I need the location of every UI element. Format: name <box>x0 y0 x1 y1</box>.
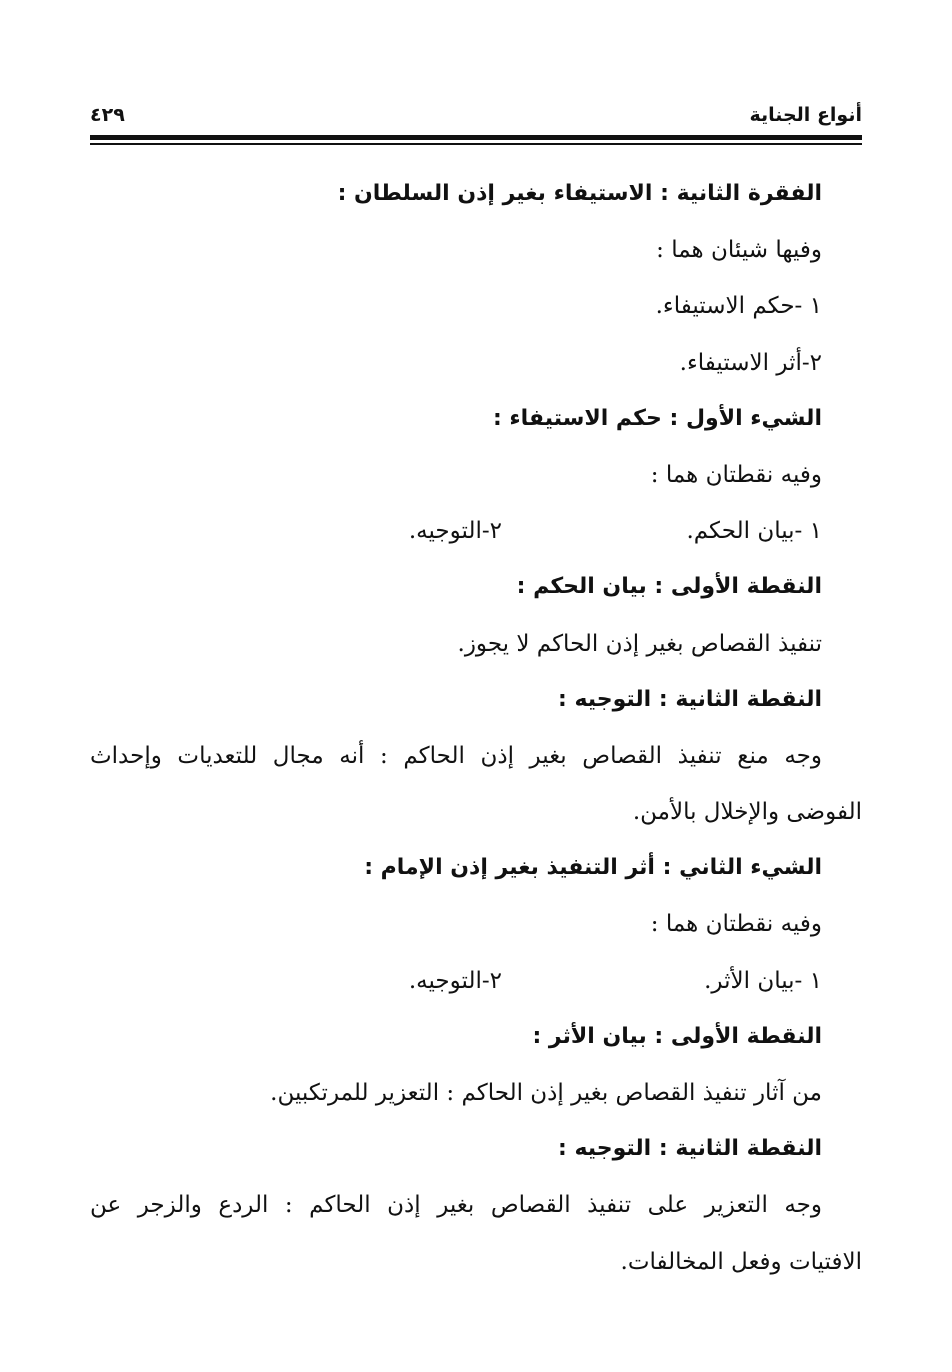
point-heading: النقطة الأولى : بيان الأثر : <box>532 1023 822 1049</box>
page-number: ٤٢٩ <box>90 104 125 126</box>
header-rule-thin <box>90 143 862 145</box>
point-heading: النقطة الثانية : التوجيه : <box>558 686 822 712</box>
point-heading: النقطة الأولى : بيان الحكم : <box>516 574 822 600</box>
paragraph-line: وجه منع تنفيذ القصاص بغير إذن الحاكم : أنه مجال للتعديات وإحداث <box>90 742 822 769</box>
paragraph-line: وفيه نقطتان هما : <box>650 461 822 488</box>
section-heading: الفقرة الثانية : الاستيفاء بغير إذن السلطان : <box>337 181 822 206</box>
paragraph-line: وفيه نقطتان هما : <box>650 911 822 938</box>
paragraph-line: تنفيذ القصاص بغير إذن الحاكم لا يجوز. <box>457 630 822 657</box>
running-title: أنواع الجناية <box>749 104 862 126</box>
list-item: ١ -بيان الأثر. <box>704 967 822 994</box>
paragraph-line: وفيها شيئان هما : <box>656 237 822 264</box>
list-item: ١ -بيان الحكم. <box>686 518 822 545</box>
point-heading: النقطة الثانية : التوجيه : <box>558 1136 822 1162</box>
subsection-heading: الشيء الأول : حكم الاستيفاء : <box>492 405 822 431</box>
header-rule-thick <box>90 135 862 140</box>
paragraph-line: وجه التعزير على تنفيذ القصاص بغير إذن الحاكم : الردع والزجر عن <box>90 1192 822 1219</box>
paragraph-continuation: الفوضى والإخلال بالأمن. <box>632 799 862 826</box>
paragraph-line: من آثار تنفيذ القصاص بغير إذن الحاكم : التعزير للمرتكبين. <box>270 1080 822 1106</box>
list-item: ٢-التوجيه. <box>408 518 502 545</box>
paragraph-continuation: الافتيات وفعل المخالفات. <box>620 1248 862 1275</box>
subsection-heading: الشيء الثاني : أثر التنفيذ بغير إذن الإمام : <box>364 855 822 881</box>
list-item: ٢-أثر الاستيفاء. <box>679 349 822 376</box>
list-item: ٢-التوجيه. <box>408 967 502 994</box>
list-item: ١ -حكم الاستيفاء. <box>655 293 822 320</box>
body-text <box>90 172 862 1296</box>
running-header <box>90 100 862 132</box>
list-pair <box>90 509 822 565</box>
list-pair <box>90 959 822 1015</box>
